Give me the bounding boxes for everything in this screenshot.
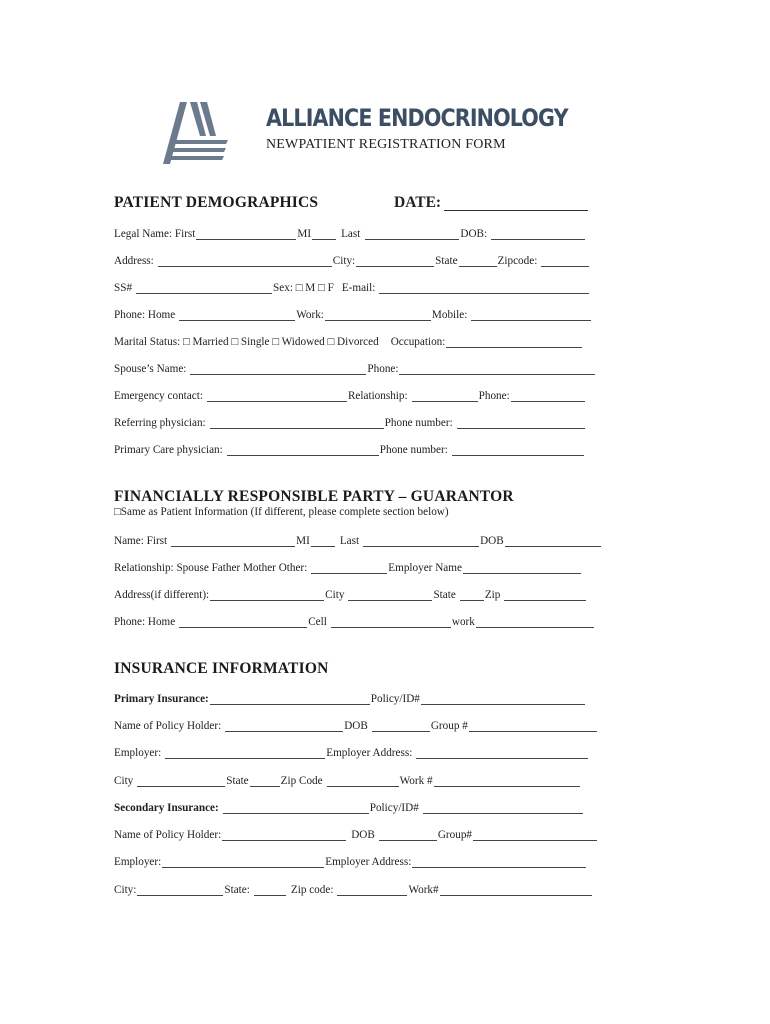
marital-status-options[interactable]: Marital Status: □ Married □ Single □ Widowed □ Divorced (114, 336, 379, 348)
secondary-holder-label: Name of Policy Holder: (114, 829, 222, 841)
guarantor-relationship-row (114, 558, 582, 574)
guarantor-relationship-label: Relationship: Spouse Father Mother Other: (114, 562, 308, 574)
secondary-holder-dob-field[interactable] (379, 828, 437, 841)
state-field[interactable] (459, 254, 497, 267)
phone-row (114, 305, 592, 321)
work-phone-field[interactable] (325, 308, 431, 321)
email-field[interactable] (379, 281, 589, 294)
primary-group-label: Group # (430, 720, 468, 732)
primary-holder-label: Name of Policy Holder: (114, 720, 222, 732)
primary-care-row (114, 440, 585, 456)
referring-row (114, 413, 586, 429)
home-phone-field[interactable] (179, 308, 295, 321)
secondary-state-field[interactable] (254, 883, 286, 896)
primary-holder-field[interactable] (225, 719, 343, 732)
sex-options[interactable]: Sex: □ M □ F (273, 282, 334, 294)
emergency-phone-field[interactable] (511, 389, 585, 402)
guarantor-zip-field[interactable] (504, 588, 586, 601)
guarantor-last-field[interactable] (363, 534, 479, 547)
primary-work-label: Work # (399, 775, 433, 787)
guarantor-home-field[interactable] (179, 615, 307, 628)
city-field[interactable] (356, 254, 434, 267)
emergency-contact-field[interactable] (207, 389, 347, 402)
secondary-zip-field[interactable] (337, 883, 407, 896)
secondary-state-label: State: (224, 884, 250, 896)
mi-field[interactable] (312, 227, 336, 240)
guarantor-last-label: Last (339, 535, 360, 547)
emergency-phone-label: Phone: (478, 390, 510, 402)
date-label: DATE: (394, 194, 442, 211)
secondary-insurance-label: Secondary Insurance: (114, 802, 219, 814)
secondary-policy-label: Policy/ID# (369, 802, 419, 814)
guarantor-phone-row (114, 612, 595, 628)
guarantor-work-field[interactable] (476, 615, 594, 628)
secondary-zip-label: Zip code: (290, 884, 334, 896)
guarantor-home-label: Phone: Home (114, 616, 176, 628)
section-title-demographics: PATIENT DEMOGRAPHICS (114, 194, 319, 211)
secondary-city-row (114, 880, 593, 896)
first-name-field[interactable] (196, 227, 296, 240)
guarantor-name-row (114, 531, 602, 547)
relationship-label: Relationship: (347, 390, 408, 402)
primary-insurance-row (114, 689, 586, 705)
guarantor-cell-label: Cell (308, 616, 327, 628)
primary-zip-field[interactable] (327, 774, 399, 787)
primary-employer-address-field[interactable] (416, 746, 588, 759)
mobile-label: Mobile: (431, 309, 468, 321)
home-phone-label: Phone: Home (114, 309, 176, 321)
primary-care-phone-field[interactable] (452, 443, 584, 456)
employer-name-field[interactable] (463, 561, 581, 574)
primary-policy-field[interactable] (421, 692, 585, 705)
work-phone-label: Work: (296, 309, 324, 321)
primary-employer-row (114, 743, 589, 759)
guarantor-mi-field[interactable] (311, 534, 335, 547)
secondary-work-label: Work# (408, 884, 439, 896)
email-label: E-mail: (341, 282, 376, 294)
primary-zip-label: Zip Code (280, 775, 323, 787)
relationship-field[interactable] (412, 389, 478, 402)
spouse-row (114, 359, 596, 375)
primary-care-field[interactable] (227, 443, 379, 456)
emergency-row (114, 386, 586, 402)
zipcode-field[interactable] (541, 254, 589, 267)
primary-holder-row (114, 716, 598, 732)
referring-phone-field[interactable] (457, 416, 585, 429)
address-field[interactable] (158, 254, 332, 267)
guarantor-work-label: work (451, 616, 475, 628)
guarantor-state-field[interactable] (460, 588, 484, 601)
city-label: City: (332, 255, 356, 267)
occupation-field[interactable] (446, 335, 582, 348)
legal-name-row (114, 224, 586, 240)
section-title-guarantor: FINANCIALLY RESPONSIBLE PARTY – GUARANTOR (114, 488, 514, 505)
secondary-employer-row (114, 852, 587, 868)
marital-row (114, 332, 583, 348)
primary-city-field[interactable] (137, 774, 225, 787)
primary-state-label: State (226, 775, 249, 787)
guarantor-dob-field[interactable] (505, 534, 601, 547)
mi-label: MI (297, 228, 312, 240)
primary-group-field[interactable] (469, 719, 597, 732)
address-label: Address: (114, 255, 154, 267)
primary-holder-dob-label: DOB (344, 720, 368, 732)
primary-employer-label: Employer: (114, 747, 162, 759)
secondary-employer-label: Employer: (114, 856, 162, 868)
secondary-policy-field[interactable] (423, 801, 583, 814)
secondary-work-field[interactable] (440, 883, 592, 896)
guarantor-city-field[interactable] (348, 588, 432, 601)
form-subtitle: NEWPATIENT REGISTRATION FORM (266, 137, 506, 152)
primary-state-field[interactable] (250, 774, 280, 787)
occupation-label: Occupation: (390, 336, 446, 348)
primary-insurance-field[interactable] (210, 692, 370, 705)
primary-city-row (114, 771, 581, 787)
primary-employer-address-label: Employer Address: (326, 747, 413, 759)
first-name-label: Legal Name: First (114, 228, 196, 240)
referring-phone-label: Phone number: (384, 417, 453, 429)
spouse-name-field[interactable] (190, 362, 366, 375)
primary-insurance-label: Primary Insurance: (114, 693, 209, 705)
guarantor-first-field[interactable] (171, 534, 295, 547)
dob-field[interactable] (491, 227, 585, 240)
secondary-city-field[interactable] (137, 883, 223, 896)
section-title-insurance: INSURANCE INFORMATION (114, 660, 329, 677)
dob-label: DOB: (460, 228, 488, 240)
referring-physician-label: Referring physician: (114, 417, 206, 429)
ssn-label: SS# (114, 282, 133, 294)
guarantor-cell-field[interactable] (331, 615, 451, 628)
secondary-city-label: City: (114, 884, 137, 896)
primary-policy-label: Policy/ID# (370, 693, 420, 705)
employer-name-label: Employer Name (388, 562, 462, 574)
secondary-insurance-field[interactable] (223, 801, 369, 814)
date-field[interactable] (444, 210, 588, 211)
guarantor-mi-label: MI (296, 535, 310, 547)
primary-city-label: City (114, 775, 134, 787)
secondary-holder-field[interactable] (222, 828, 346, 841)
primary-care-label: Primary Care physician: (114, 444, 223, 456)
alliance-logo (160, 100, 232, 166)
address-row (114, 251, 590, 267)
spouse-name-label: Spouse’s Name: (114, 363, 187, 375)
brand-title: ALLIANCE ENDOCRINOLOGY (266, 104, 568, 132)
emergency-contact-label: Emergency contact: (114, 390, 203, 402)
secondary-holder-dob-label: DOB (351, 829, 375, 841)
last-name-field[interactable] (365, 227, 459, 240)
secondary-employer-field[interactable] (162, 855, 324, 868)
primary-holder-dob-field[interactable] (372, 719, 430, 732)
referring-physician-field[interactable] (210, 416, 384, 429)
ssn-row (114, 278, 590, 294)
guarantor-state-label: State (433, 589, 456, 601)
zipcode-label: Zipcode: (497, 255, 538, 267)
guarantor-address-label: Address(if different): (114, 589, 210, 601)
primary-care-phone-label: Phone number: (379, 444, 448, 456)
primary-employer-field[interactable] (165, 746, 325, 759)
guarantor-address-field[interactable] (210, 588, 324, 601)
guarantor-zip-label: Zip (484, 589, 501, 601)
secondary-employer-address-label: Employer Address: (325, 856, 412, 868)
last-name-label: Last (341, 228, 361, 240)
mobile-field[interactable] (471, 308, 591, 321)
secondary-employer-address-field[interactable] (412, 855, 586, 868)
guarantor-dob-label: DOB (480, 535, 504, 547)
secondary-group-field[interactable] (473, 828, 597, 841)
guarantor-city-label: City (325, 589, 345, 601)
primary-work-field[interactable] (434, 774, 580, 787)
guarantor-address-row (114, 585, 587, 601)
spouse-phone-field[interactable] (399, 362, 595, 375)
state-label: State (435, 255, 458, 267)
guarantor-first-label: Name: First (114, 535, 168, 547)
ssn-field[interactable] (136, 281, 272, 294)
secondary-insurance-row (114, 798, 584, 814)
guarantor-relationship-field[interactable] (311, 561, 387, 574)
secondary-holder-row (114, 825, 598, 841)
same-as-patient-checkbox[interactable]: □Same as Patient Information (If different, please complete section below) (114, 506, 449, 518)
secondary-group-label: Group# (437, 829, 473, 841)
spouse-phone-label: Phone: (367, 363, 399, 375)
